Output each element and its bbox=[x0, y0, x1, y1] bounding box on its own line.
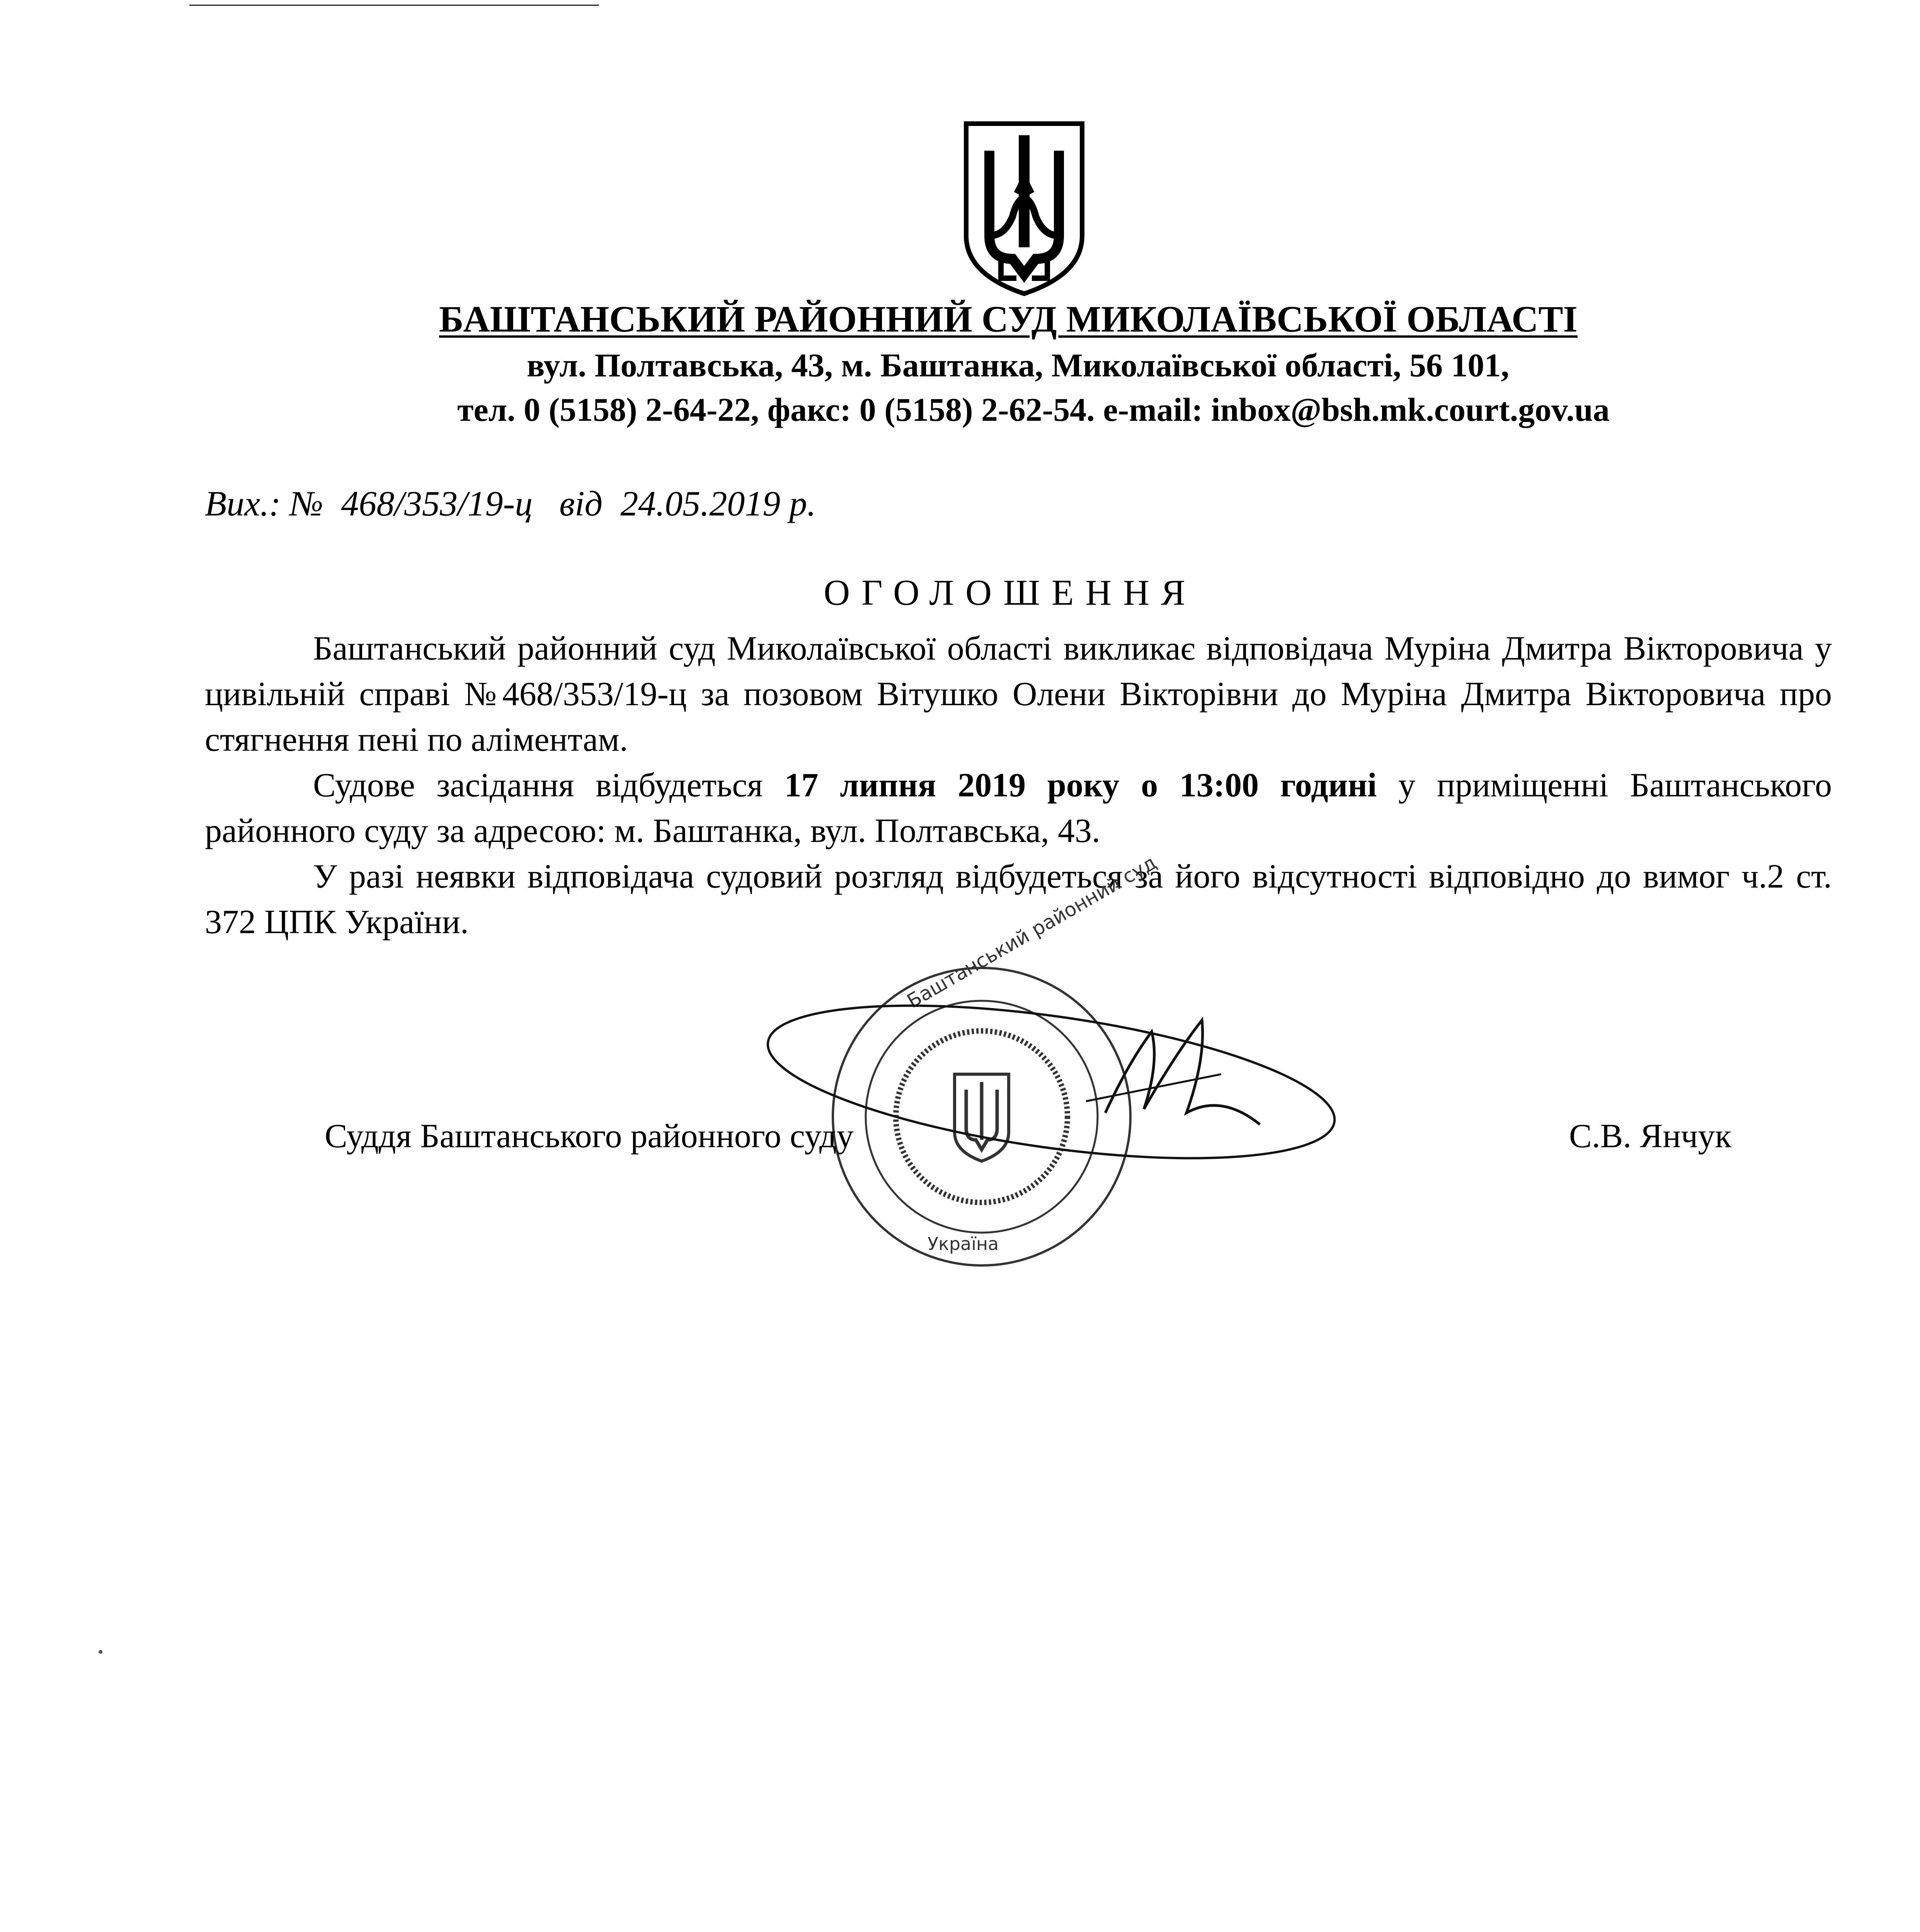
scan-edge-line bbox=[189, 5, 599, 6]
svg-text:Україна: Україна bbox=[928, 1233, 999, 1254]
handwritten-signature bbox=[757, 985, 1384, 1186]
court-name: БАШТАНСЬКИЙ РАЙОННИЙ СУД МИКОЛАЇВСЬКОЇ ОБЛАСТІ bbox=[439, 298, 1578, 340]
outgoing-reference bbox=[205, 483, 816, 524]
trident-coat-of-arms-icon bbox=[958, 120, 1090, 298]
document-heading: ОГОЛОШЕННЯ bbox=[824, 573, 1197, 613]
svg-text:Баштанський районний суд: Баштанський районний суд bbox=[903, 851, 1161, 1013]
hearing-datetime: 17 липня 2019 року о 13:00 годині bbox=[784, 767, 1377, 804]
outgoing-prefix: Вих.: № bbox=[205, 484, 323, 523]
judge-name: С.В. Янчук bbox=[1569, 1117, 1732, 1155]
paragraph-absence: У разі неявки відповідача судовий розгляд відбудеться за його відсутності відповідно до вимог ч.2 ст. 372 ЦПК України. bbox=[205, 858, 1832, 941]
paragraph-hearing bbox=[205, 763, 1832, 854]
hearing-location: у приміщенні Баштанського районного суду за адресою: м. Баштанка, вул. Полтавська, 43. bbox=[205, 767, 1832, 850]
outgoing-date: 24.05.2019 р. bbox=[620, 484, 816, 523]
paragraph-summons: Баштанський районний суд Миколаївської області викликає відповідача Муріна Дмитра Вікторовича у цивільній справі №468/353/19-ц за позовом Вітушко Олени Вікторівни до Муріна Дмитра Вікторовича про стягнення пені по аліментам. bbox=[205, 630, 1832, 759]
hearing-intro: Судове засідання відбудеться bbox=[313, 767, 785, 804]
court-address: вул. Полтавська, 43, м. Баштанка, Миколаївської області, 56 101, bbox=[527, 347, 1509, 384]
court-contacts: тел. 0 (5158) 2-64-22, факс: 0 (5158) 2-62-54. e-mail: inbox@bsh.mk.court.gov.ua bbox=[457, 391, 1610, 428]
judge-position: Суддя Баштанського районного суду bbox=[325, 1117, 854, 1155]
outgoing-from-label: від bbox=[559, 484, 603, 523]
outgoing-number: 468/353/19-ц bbox=[341, 484, 533, 523]
scan-speck bbox=[99, 1650, 102, 1654]
announcement-body bbox=[205, 626, 1832, 945]
